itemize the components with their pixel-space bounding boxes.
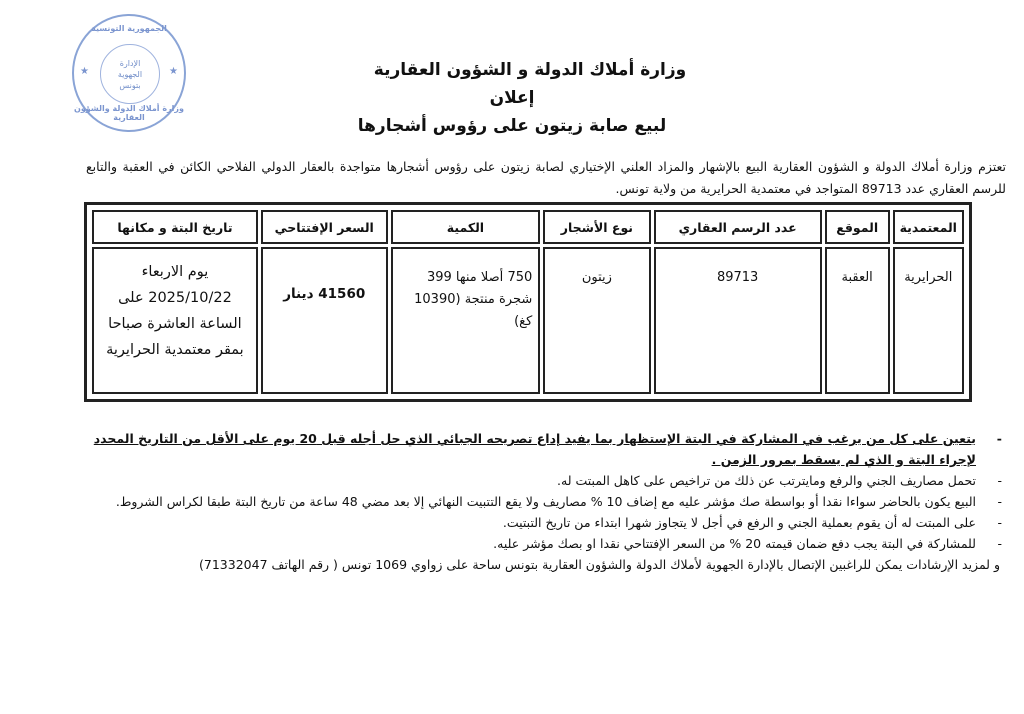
quantity-line: 750 أصلا منها 399 [426,270,533,285]
term-item [86,533,1006,554]
contact-info: و لمزيد الإرشادات يمكن للراغبين الإتصال بالإدارة الجهوية لأملاك الدولة والشؤون العقارية بتونس ساحة على زواوي 1069 تونس ( رقم الهاتف 71332047) [199,557,1000,572]
cell-tree-type: زيتون [543,247,650,394]
stamp-ring-bottom: وزارة أملاك الدولة والشؤون العقارية [74,104,184,122]
cell-auction-date-place [92,247,258,394]
date-line: بمقر معتمدية الحرايرية [106,342,244,358]
stamp-inner-line: الجهوية [117,69,143,79]
header-auction-date-place: تاريخ البتة و مكانها [92,210,258,244]
auction-table [84,202,972,402]
term-item [86,491,1006,512]
bullet-dash: - [996,431,1002,446]
term-text: يتعين على كل من يرغب في المشاركة في البتة الإستظهار بما يفيد إداع تصريحه الجبائي الذي حل أجله قبل 20 يوم على الأقل من التاريخ المحدد لإجراء البتة و الذي لم يسقط بمرور الزمن . [93,431,976,467]
table-row [92,247,964,394]
header-tree-type: نوع الأشجار [543,210,650,244]
date-line: يوم الاربعاء [141,264,209,280]
stamp-inner-line: الإدارة [119,58,141,68]
header-title-number: عدد الرسم العقاري [654,210,822,244]
date-line: 2025/10/22 على [118,290,232,306]
star-icon: ★ [80,66,89,77]
cell-quantity [391,247,541,394]
terms-list [86,428,1006,575]
subject-title: لبيع صابة زيتون على رؤوس أشجارها [357,116,667,136]
table-header-row [92,210,964,244]
header-location: الموقع [825,210,890,244]
header-opening-price: السعر الإفتتاحي [261,210,388,244]
stamp-inner-line: بتونس [119,80,141,90]
intro-paragraph: تعتزم وزارة أملاك الدولة و الشؤون العقارية البيع بالإشهار والمزاد العلني الإختياري لصابة زيتون على رؤوس أشجارها متواجدة بالعقار الدولي الفلاحي الكائن في العقبة والتابع للرسم العقاري عدد 89713 المتواجد في معتمدية الحرايرية من ولاية تونس. [86,159,1006,196]
term-text: تحمل مصاريف الجني والرفع ومايترتب عن ذلك من تراخيص على كاهل المبتت له. [557,473,976,488]
term-text: على المبتت له أن يقوم بعملية الجني و الرفع في أجل لا يتجاوز شهرا ابتداء من تاريخ التبتيت. [502,515,976,530]
quantity-line: شجرة منتجة (10390 كغ) [414,292,533,329]
bullet-dash: - [997,473,1002,488]
bullet-dash: - [997,494,1002,509]
cell-location: العقبة [825,247,890,394]
announcement-title: إعلان [489,88,535,108]
stamp-ring-top: الجمهورية التونسية [91,24,167,33]
term-text: للمشاركة في البتة يجب دفع ضمان قيمته 20 % من السعر الإفتتاحي نقدا او بصك مؤشر عليه. [493,536,976,551]
term-item [86,428,1006,470]
bullet-dash: - [997,515,1002,530]
date-line: الساعة العاشرة صباحا [108,316,242,332]
term-text: البيع يكون بالحاضر سواءا نقدا أو بواسطة صك مؤشر عليه مع إضاف 10 % مصاريف ولا يقع التتبيت النهائي إلا بعد مضي 48 ساعة من تاريخ البتة طبقا لكراس الشروط. [115,494,976,509]
cell-delegation: الحرايرية [893,247,964,394]
ministry-title: وزارة أملاك الدولة و الشؤون العقارية [373,60,687,80]
term-item [86,470,1006,491]
cell-opening-price: 41560 دينار [261,247,388,394]
header-delegation: المعتمدية [893,210,964,244]
star-icon: ★ [169,66,178,77]
cell-title-number: 89713 [654,247,822,394]
bullet-dash: - [997,536,1002,551]
term-item [86,512,1006,533]
document-header [0,56,1024,140]
header-quantity: الكمية [391,210,541,244]
